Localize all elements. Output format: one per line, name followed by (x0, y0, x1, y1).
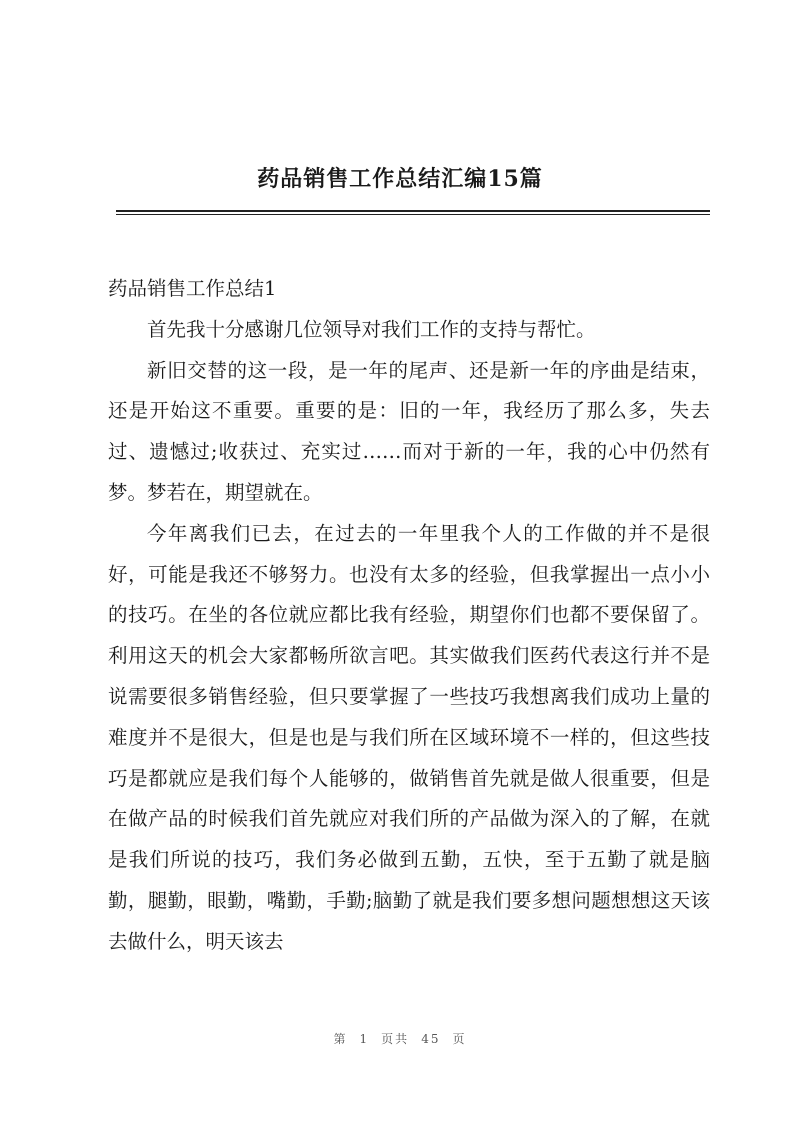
page-footer (0, 1030, 800, 1047)
footer-label-pages: 页 (452, 1032, 467, 1046)
document-title: 药品销售工作总结汇编15篇 (257, 166, 543, 192)
footer-label-of: 页共 (381, 1032, 410, 1046)
paragraph: 首先我十分感谢几位领导对我们工作的支持与帮忙。 (147, 317, 596, 341)
paragraph: 新旧交替的这一段，是一年的尾声、还是新一年的序曲是结束，还是开始这不重要。重要的是：旧的一年，我经历了那么多，失去过、遗憾过;收获过、充实过……而对于新的一年，我的心中仍然有梦。梦若在，期望就在。 (108, 358, 710, 504)
section-heading: 药品销售工作总结1 (108, 277, 277, 300)
footer-label-page: 第 (333, 1032, 348, 1046)
footer-total-pages: 45 (421, 1032, 441, 1046)
paragraph: 今年离我们已去，在过去的一年里我个人的工作做的并不是很好，可能是我还不够努力。也没有太多的经验，但我掌握出一点小小的技巧。在坐的各位就应都比我有经验，期望你们也都不要保留了。利用这天的机会大家都畅所欲言吧。其实做我们医药代表这行并不是说需要很多销售经验，但只要掌握了一些技巧我想离我们成功上量的难度并不是很大，但是也是与我们所在区域环境不一样的，但这些技巧是都就应是我们每个人能够的，做销售首先就是做人很重要，但是在做产品的时候我们首先就应对我们所的产品做为深入的了解，在就是我们所说的技巧，我们务必做到五勤，五快，至于五勤了就是脑勤，腿勤，眼勤，嘴勤，手勤;脑勤了就是我们要多想问题想想这天该去做什么，明天该去 (108, 521, 710, 953)
footer-page-number: 1 (359, 1032, 370, 1046)
document-body (108, 269, 710, 963)
title-divider (116, 210, 710, 215)
